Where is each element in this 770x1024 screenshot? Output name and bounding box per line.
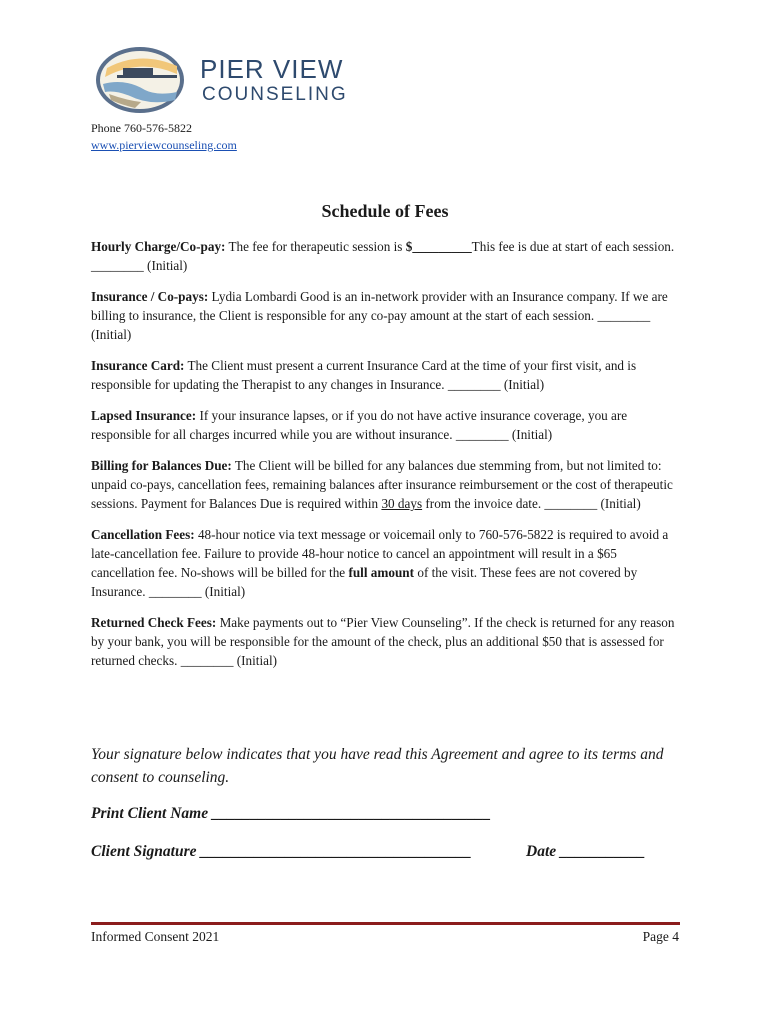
website-link[interactable]: www.pierviewcounseling.com	[91, 138, 237, 152]
section-insurance-copays: Insurance / Co-pays: Lydia Lombardi Good is an in-network provider with an Insurance company. If we are billing to insurance, the Client is responsible for any co-pay amount at the start of each session. ________ (Initial)	[91, 289, 668, 342]
section-returned-check: Returned Check Fees: Make payments out to “Pier View Counseling”. If the check is returned for any reason by your bank, you will be responsible for the amount of the check, plus an additional $50 that is assessed for returned checks. ________ (Initial)	[91, 615, 675, 668]
section-label: Cancellation Fees:	[91, 527, 195, 542]
phone-number: Phone 760-576-5822	[91, 121, 192, 135]
section-cancellation-fees: Cancellation Fees: 48-hour notice via text message or voicemail only to 760-576-5822 is required to avoid a late-cancellation fee. Failure to provide 48-hour notice to cancel an appointment will result in a $65 cancellation fee. No-shows will be billed for the full amount of the visit. These fees are not covered by Insurance. ________ (Initial)	[91, 527, 669, 599]
pier-view-logo	[95, 44, 380, 116]
print-client-name-field[interactable]: Print Client Name ____________________________________	[91, 805, 491, 822]
footer-page-number: Page 4	[642, 929, 679, 944]
section-label: Billing for Balances Due:	[91, 458, 232, 473]
section-label: Hourly Charge/Co-pay:	[91, 239, 226, 254]
section-insurance-card: Insurance Card: The Client must present a current Insurance Card at the time of your first visit, and is responsible for updating the Therapist to any changes in Insurance. ________ (Initial)	[91, 358, 637, 392]
pier-logo-icon	[95, 44, 380, 116]
section-label: Lapsed Insurance:	[91, 408, 197, 423]
section-hourly-charge: Hourly Charge/Co-pay: The fee for therapeutic session is $_________This fee is due at start of each session. ________ (Initial)	[91, 239, 675, 273]
section-label: Insurance / Co-pays:	[91, 289, 209, 304]
client-signature-field[interactable]: Client Signature ___________________________________	[91, 843, 472, 860]
logo-line2: COUNSELING	[202, 84, 348, 105]
date-field[interactable]: Date ___________	[526, 843, 646, 860]
section-billing-balances: Billing for Balances Due: The Client will be billed for any balances due stemming from, but not limited to: unpaid co-pays, cancellation fees, remaining balances after insurance reimbursement or the cost of therapeutic sessions. Payment for Balances Due is required within 30 days from the invoice date. ________ (Initial)	[91, 458, 673, 511]
section-lapsed-insurance: Lapsed Insurance: If your insurance lapses, or if you do not have active insurance coverage, you are responsible for all charges incurred while you are without insurance. ________ (Initial)	[91, 408, 628, 442]
page-title: Schedule of Fees	[321, 201, 449, 221]
section-label: Insurance Card:	[91, 358, 185, 373]
footer-document-name: Informed Consent 2021	[91, 929, 220, 944]
section-label: Returned Check Fees:	[91, 615, 217, 630]
fee-sections	[91, 237, 681, 682]
footer-divider	[91, 922, 680, 925]
logo-line1: PIER VIEW	[200, 54, 344, 84]
contact-block	[91, 120, 237, 154]
agreement-statement: Your signature below indicates that you have read this Agreement and agree to its terms and consent to counseling.	[91, 746, 664, 786]
